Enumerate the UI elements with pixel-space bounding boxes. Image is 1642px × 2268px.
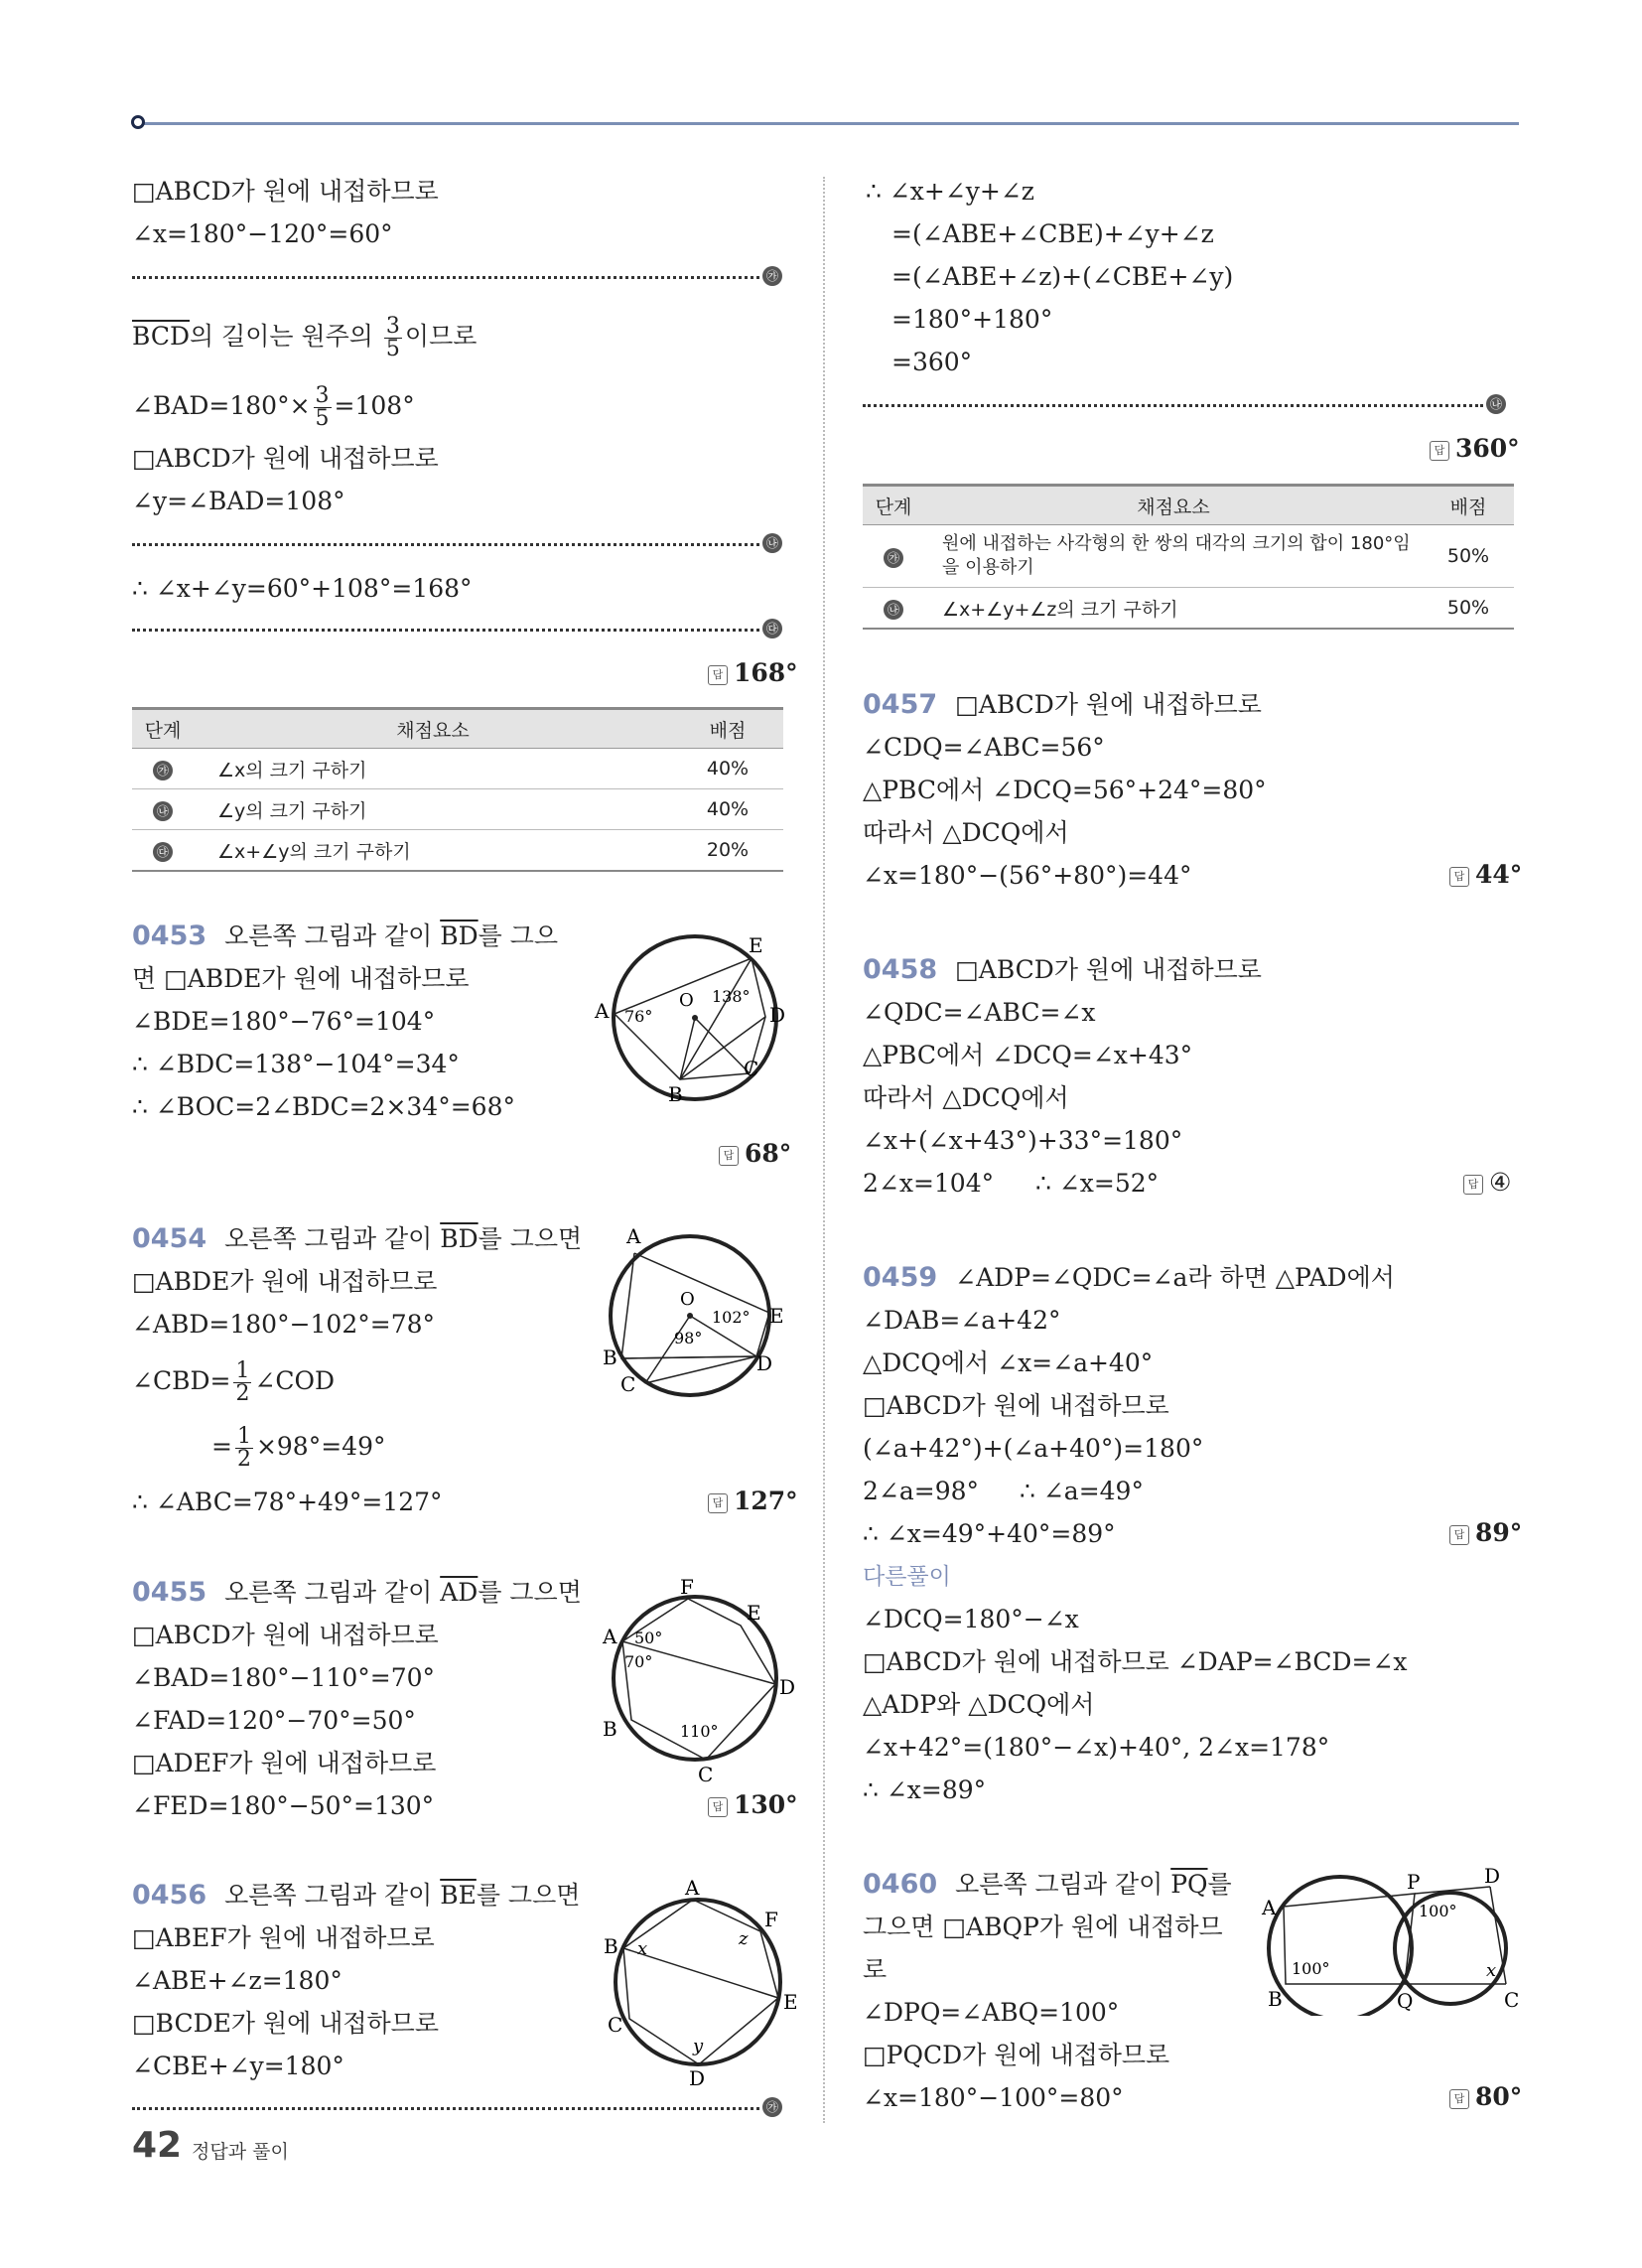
text-line: ∠FED=180°−50°=130° <box>132 1791 435 1820</box>
table-cell: ∠y의 크기 구하기 <box>194 789 672 830</box>
stage-badge: ㉮ <box>884 548 903 568</box>
text-line: (∠a+42°)+(∠a+40°)=180° <box>863 1434 1204 1463</box>
figure-label: C <box>608 2013 623 2037</box>
text-line: =360° <box>891 348 973 376</box>
answer-icon: 답 <box>719 1146 739 1166</box>
figure-label: C <box>744 1057 759 1080</box>
text-line: ∴ ∠BOC=2∠BDC=2×34°=68° <box>132 1092 515 1121</box>
figure-label: F <box>680 1575 694 1599</box>
stage-badge: ㉰ <box>762 619 782 638</box>
text-line: 면 □ABDE가 원에 내접하므로 <box>132 964 470 993</box>
text-line: 로 <box>863 1955 888 1984</box>
figure-label: C <box>698 1763 714 1782</box>
figure-label: B <box>603 1346 617 1369</box>
figure-angle: x <box>637 1938 648 1959</box>
figure-label: O <box>680 1289 695 1310</box>
table-row <box>863 588 1514 630</box>
answer-icon: 답 <box>1449 1525 1469 1545</box>
stage-badge: ㉰ <box>153 842 173 862</box>
figure-label: A <box>603 1625 617 1648</box>
answer: 답 68° <box>719 1139 791 1168</box>
fraction: $\frac{1}{2}$ <box>235 1358 250 1406</box>
figure-label: E <box>783 1990 798 2014</box>
text-line: □ABCD가 원에 내접하므로 <box>132 444 439 473</box>
text-line <box>132 314 477 360</box>
figure-0455 <box>591 1574 799 1782</box>
text-line: 2∠x=104° <box>863 1169 995 1198</box>
text-line: ∠DPQ=∠ABQ=100° <box>863 1998 1120 2027</box>
figure-label: D <box>756 1351 773 1375</box>
figure-label: C <box>620 1372 636 1396</box>
text-line: △DCQ에서 ∠x=∠a+40° <box>863 1348 1154 1377</box>
text-line: □ABCD가 원에 내접하므로 <box>132 177 439 206</box>
figure-0453 <box>581 919 799 1117</box>
problem-0454-line: 0454 오른쪽 그림과 같이 $\overline{BD}$를 그으면 <box>132 1223 583 1254</box>
text-line: 따라서 △DCQ에서 <box>863 818 1069 847</box>
text-line: ∴ ∠a=49° <box>1020 1477 1144 1505</box>
text-line: ∠x+(∠x+43°)+33°=180° <box>863 1126 1183 1155</box>
stage-badge: ㉯ <box>153 801 173 821</box>
text-line: ∠y=∠BAD=108° <box>132 487 345 515</box>
answer: 답 168° <box>708 658 798 687</box>
table-cell: ∠x의 크기 구하기 <box>194 749 672 789</box>
text-line: □ABDE가 원에 내접하므로 <box>132 1267 438 1296</box>
figure-angle: 102° <box>712 1308 751 1327</box>
figure-0460 <box>1256 1867 1524 2016</box>
figure-angle: 110° <box>680 1722 719 1741</box>
problem-0457-line: 0457 □ABCD가 원에 내접하므로 <box>863 689 1262 720</box>
text-line: ∠DCQ=180°−∠x <box>863 1605 1079 1633</box>
figure-label: E <box>749 933 763 957</box>
table-row <box>863 525 1514 588</box>
text-line: ∴ ∠x+∠y=60°+108°=168° <box>132 574 473 603</box>
text-line: 2∠a=98° <box>863 1477 980 1505</box>
text-line: ∠QDC=∠ABC=∠x <box>863 998 1096 1027</box>
figure-label: D <box>769 1003 786 1027</box>
alt-solution-title: 다른풀이 <box>863 1564 951 1590</box>
answer-icon: 답 <box>1449 867 1469 887</box>
dotted-separator <box>132 2107 759 2110</box>
text-line: ∠DAB=∠a+42° <box>863 1306 1061 1335</box>
table-row <box>132 749 783 789</box>
text-line: ∠BAD=180°−110°=70° <box>132 1663 436 1692</box>
answer: 답 ④ <box>1463 1168 1511 1197</box>
text-line: ∠ABD=180°−102°=78° <box>132 1310 436 1339</box>
answer: 답 130° <box>708 1790 798 1819</box>
problem-0460-line: 0460 오른쪽 그림과 같이 $\overline{PQ}$를 <box>863 1869 1232 1900</box>
text-line: □ABEF가 원에 내접하므로 <box>132 1923 435 1952</box>
text-line: ∠FAD=120°−70°=50° <box>132 1706 416 1735</box>
stage-badge: ㉮ <box>153 761 173 780</box>
problem-number: 0457 <box>863 689 938 720</box>
figure-angle: 138° <box>712 987 751 1006</box>
problem-number: 0454 <box>132 1223 207 1254</box>
figure-label: B <box>1268 1987 1283 2011</box>
table-cell: 40% <box>672 789 783 830</box>
answer: 답 44° <box>1449 860 1522 889</box>
figure-angle: 70° <box>624 1652 653 1671</box>
text-line: ∴ ∠x=89° <box>863 1775 987 1804</box>
answer: 답 80° <box>1449 2082 1522 2111</box>
stage-badge: ㉯ <box>884 600 903 620</box>
text-line: ∴ ∠x+∠y+∠z <box>866 177 1034 206</box>
figure-label: D <box>1484 1867 1501 1888</box>
text-line: ∠CDQ=∠ABC=56° <box>863 733 1105 762</box>
answer-icon: 답 <box>708 1797 728 1817</box>
stage-badge: ㉯ <box>762 533 782 553</box>
table-header: 배점 <box>1423 486 1514 525</box>
figure-0456 <box>594 1877 802 2085</box>
stage-badge: ㉮ <box>762 266 782 286</box>
figure-label: E <box>747 1601 761 1625</box>
fraction: $\frac{3}{5}$ <box>315 383 330 431</box>
problem-number: 0456 <box>132 1880 207 1911</box>
table-header: 단계 <box>863 486 924 525</box>
text-line: =180°+180° <box>891 305 1053 334</box>
text-line: □ABCD가 원에 내접하므로 ∠DAP=∠BCD=∠x <box>863 1647 1408 1676</box>
text-line: = $\frac{1}{2}$ ×98°=49° <box>211 1424 386 1472</box>
text-line: =(∠ABE+∠z)+(∠CBE+∠y) <box>891 262 1234 291</box>
text-line: ∴ ∠BDC=138°−104°=34° <box>132 1050 460 1078</box>
figure-angle: 100° <box>1419 1902 1457 1920</box>
problem-number: 0455 <box>132 1577 207 1608</box>
figure-angle: 98° <box>674 1329 703 1347</box>
problem-0456-line: 0456 오른쪽 그림과 같이 $\overline{BE}$를 그으면 <box>132 1880 581 1911</box>
stage-badge: ㉮ <box>762 2097 782 2117</box>
answer-icon: 답 <box>708 1493 728 1513</box>
table-cell: ∠x+∠y+∠z의 크기 구하기 <box>924 588 1423 630</box>
problem-number: 0453 <box>132 921 207 951</box>
text-line: □ADEF가 원에 내접하므로 <box>132 1749 437 1777</box>
problem-0458-line: 0458 □ABCD가 원에 내접하므로 <box>863 954 1262 985</box>
figure-0454 <box>591 1221 809 1410</box>
text-part: 이므로 <box>404 322 478 351</box>
table-header: 채점요소 <box>924 486 1423 525</box>
figure-label: F <box>764 1908 778 1931</box>
dotted-separator <box>132 629 759 632</box>
figure-angle: x <box>1486 1960 1497 1981</box>
column-divider <box>823 177 825 2123</box>
text-line: ∠BDE=180°−76°=104° <box>132 1007 436 1036</box>
arc-label: $\overline{BCD}$ <box>132 322 191 351</box>
figure-label: O <box>679 990 694 1011</box>
text-line: △ADP와 △DCQ에서 <box>863 1690 1095 1719</box>
figure-label: B <box>668 1082 683 1106</box>
header-rule <box>139 122 1519 125</box>
answer-icon: 답 <box>1463 1175 1483 1195</box>
text-line: ∠x=180°−(56°+80°)=44° <box>863 861 1192 890</box>
dotted-separator <box>863 404 1483 407</box>
answer: 답 127° <box>708 1487 798 1515</box>
answer-icon: 답 <box>708 665 728 685</box>
problem-0455-line: 0455 오른쪽 그림과 같이 $\overline{AD}$를 그으면 <box>132 1577 582 1608</box>
stage-badge: ㉯ <box>1486 394 1506 414</box>
dotted-separator <box>132 276 759 279</box>
text-line: □BCDE가 원에 내접하므로 <box>132 2009 439 2038</box>
table-row <box>132 789 783 830</box>
text-line: △PBC에서 ∠DCQ=56°+24°=80° <box>863 776 1267 804</box>
text-line: ∴ ∠x=52° <box>1035 1169 1160 1198</box>
figure-angle: y <box>693 2036 704 2056</box>
figure-angle: 50° <box>634 1629 663 1647</box>
fraction: $\frac{3}{5}$ <box>385 314 400 361</box>
table-cell: 40% <box>672 749 783 789</box>
page-number: 42 <box>132 2125 183 2166</box>
figure-angle: z <box>739 1928 749 1949</box>
figure-label: D <box>689 2066 706 2085</box>
figure-label: B <box>603 1717 617 1741</box>
figure-angle: 76° <box>624 1007 653 1026</box>
text-line: △PBC에서 ∠DCQ=∠x+43° <box>863 1041 1193 1069</box>
fraction: $\frac{1}{2}$ <box>236 1424 251 1472</box>
figure-label: D <box>779 1675 796 1699</box>
text-line: ∠BAD=180°× $\frac{3}{5}$ =108° <box>132 383 415 431</box>
figure-label: P <box>1407 1870 1421 1894</box>
figure-label: A <box>626 1224 641 1248</box>
figure-label: Q <box>1397 1989 1414 2013</box>
table-header: 채점요소 <box>194 709 672 749</box>
text-line: 그으면 □ABQP가 원에 내접하므 <box>863 1913 1223 1941</box>
page-label: 정답과 풀이 <box>192 2141 289 2163</box>
text-line: ∠x+42°=(180°−∠x)+40°, 2∠x=178° <box>863 1733 1330 1762</box>
table-cell: 원에 내접하는 사각형의 한 쌍의 대각의 크기의 합이 180°임 을 이용하기 <box>924 525 1423 588</box>
figure-label: A <box>1262 1896 1277 1919</box>
figure-label: B <box>604 1934 618 1958</box>
problem-number: 0460 <box>863 1869 938 1900</box>
problem-0453-line: 0453 오른쪽 그림과 같이 $\overline{BD}$를 그으 <box>132 921 559 951</box>
table-header: 배점 <box>672 709 783 749</box>
text-part: 의 길이는 원주의 <box>190 322 381 351</box>
text-line: ∠CBD= $\frac{1}{2}$ ∠COD <box>132 1358 336 1406</box>
text-line: ∠x=180°−100°=80° <box>863 2083 1124 2112</box>
figure-angle: 100° <box>1292 1959 1330 1978</box>
dotted-separator <box>132 543 759 546</box>
table-cell: 20% <box>672 830 783 872</box>
table-header: 단계 <box>132 709 194 749</box>
text-line: =(∠ABE+∠CBE)+∠y+∠z <box>891 219 1214 248</box>
problem-number: 0459 <box>863 1262 938 1293</box>
text-line: 따라서 △DCQ에서 <box>863 1083 1069 1112</box>
problem-0459-line: 0459 ∠ADP=∠QDC=∠a라 하면 △PAD에서 <box>863 1262 1395 1293</box>
answer: 답 360° <box>1430 434 1520 463</box>
text-line: □ABCD가 원에 내접하므로 <box>132 1621 439 1649</box>
text-line: ∠x=180°−120°=60° <box>132 219 393 248</box>
problem-number: 0458 <box>863 954 938 985</box>
table-cell: ∠x+∠y의 크기 구하기 <box>194 830 672 872</box>
answer-icon: 답 <box>1449 2089 1469 2109</box>
table-cell: 50% <box>1423 525 1514 588</box>
text-line: □ABCD가 원에 내접하므로 <box>863 1391 1169 1420</box>
header-bullet-icon <box>131 115 145 129</box>
scoring-table <box>132 707 783 872</box>
text-line: ∠ABE+∠z=180° <box>132 1966 342 1995</box>
text-line: ∴ ∠x=49°+40°=89° <box>863 1519 1116 1548</box>
text-line: ∴ ∠ABC=78°+49°=127° <box>132 1488 443 1516</box>
text-line: □PQCD가 원에 내접하므로 <box>863 2041 1170 2069</box>
figure-label: E <box>769 1304 784 1328</box>
figure-label: A <box>595 999 610 1023</box>
answer-icon: 답 <box>1430 441 1449 461</box>
answer: 답 89° <box>1449 1518 1522 1547</box>
figure-label: A <box>685 1877 700 1900</box>
text-line: ∠CBE+∠y=180° <box>132 2052 344 2080</box>
table-row <box>132 830 783 872</box>
table-cell: 50% <box>1423 588 1514 630</box>
scoring-table <box>863 484 1514 630</box>
figure-label: C <box>1504 1988 1520 2012</box>
